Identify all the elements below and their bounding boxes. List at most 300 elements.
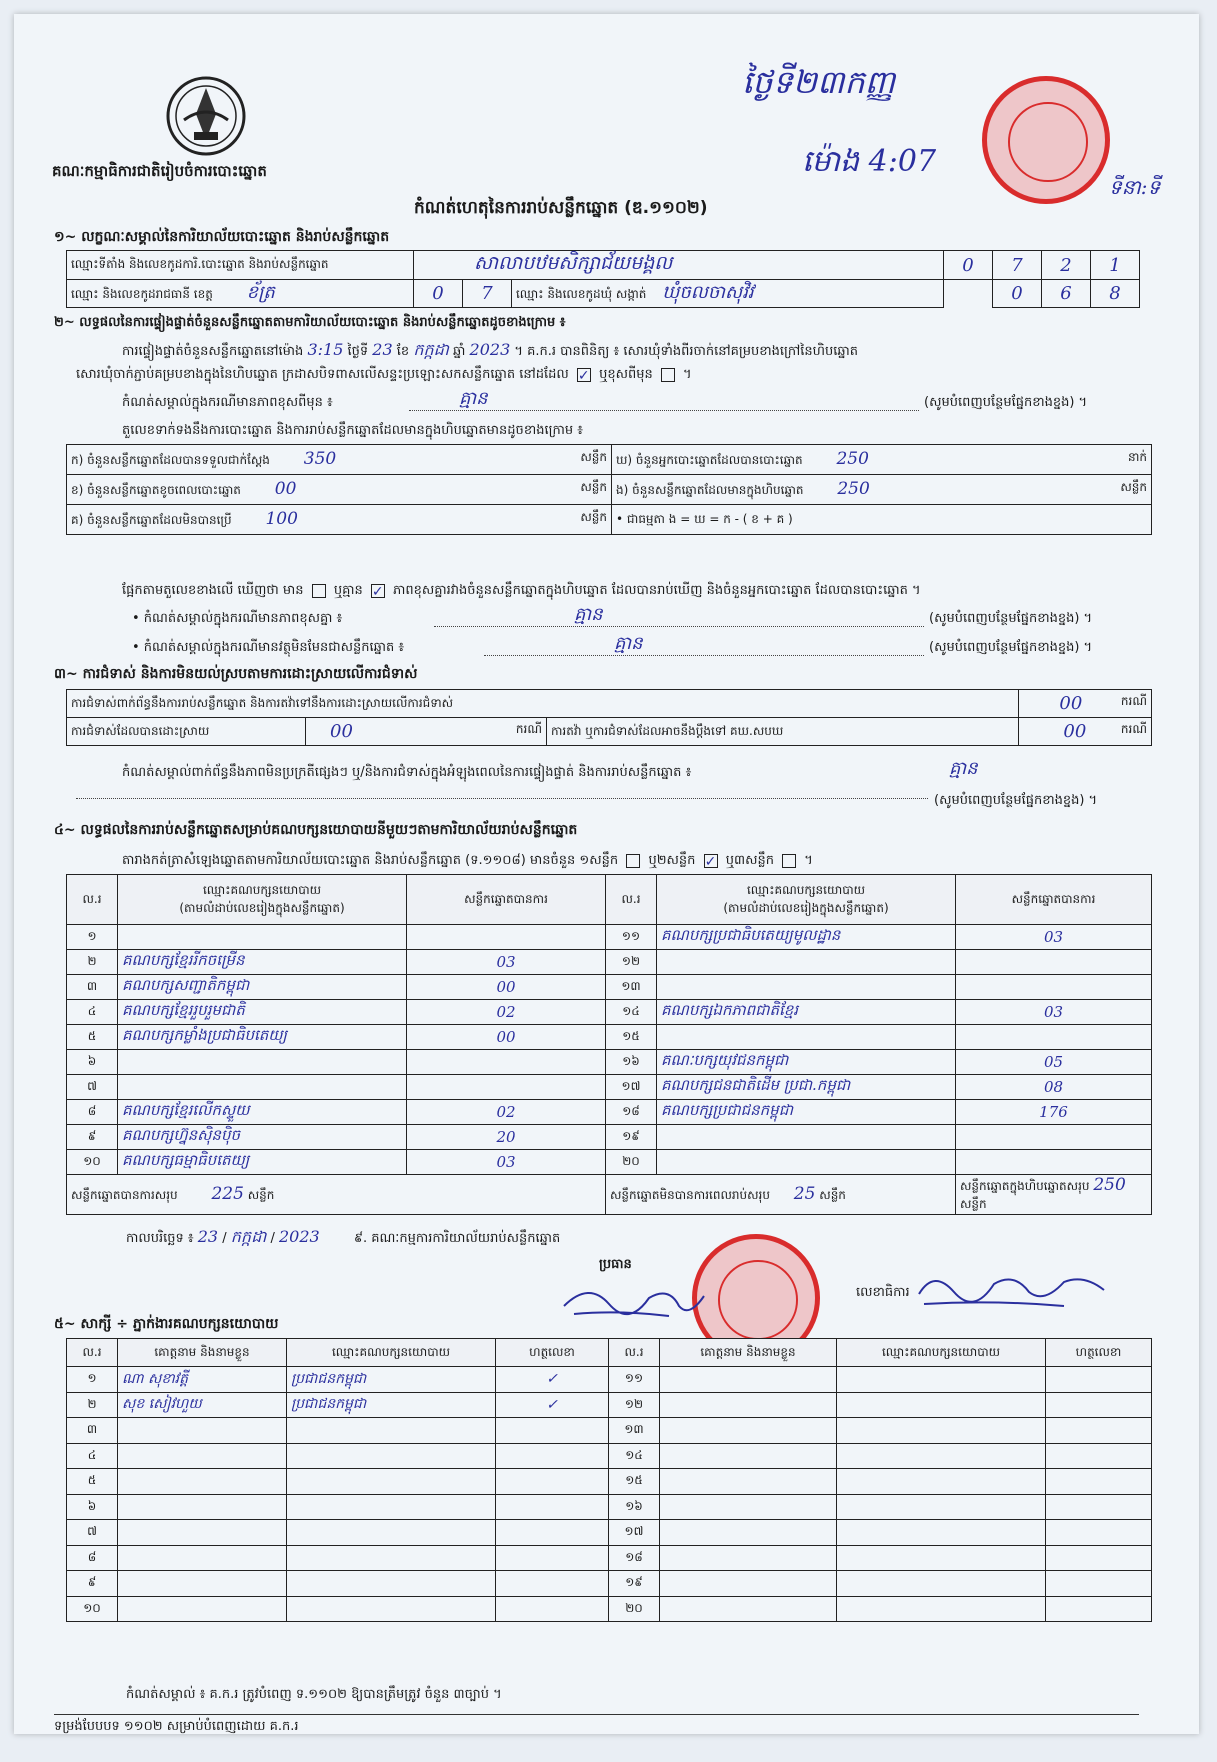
seal-text: សោរឃុំចាក់ភ្ជាប់គម្របខាងក្នុងនៃហិបឆ្នោត ក្រដាសបិទពាសលើសន្ទះប្រឡោះសកសន្លឹកឆ្នោត នៅដដែល	[76, 367, 569, 382]
section1-table	[66, 250, 1140, 308]
witness-name: ណា សុខាវត្តី	[118, 1367, 287, 1393]
witness-row	[67, 1469, 1152, 1495]
witness-signature	[1046, 1392, 1152, 1418]
verify-month-label: ខែ	[396, 344, 410, 359]
witness-name	[660, 1520, 837, 1546]
witness-no: ១០	[67, 1596, 118, 1622]
resolved-value-cell	[306, 718, 547, 746]
objection-total-number: 00	[1059, 693, 1083, 714]
location-code-2: 7	[993, 251, 1042, 280]
result-votes	[407, 1050, 606, 1075]
commune-code-2: 6	[1042, 280, 1091, 308]
location-code-1: 0	[944, 251, 993, 280]
tally-sheet-line: តារាងកត់ត្រាសំឡេងឆ្នោតតាមការិយាល័យបោះឆ្នោត និងរាប់សន្លឹកឆ្នោត (ទ.១១០៨) មានចំនួន ១សន្លឹក ឬ២សន្លឹក ✓ ឬ៣សន្លឹក ។	[122, 852, 813, 871]
verify-year: 2023	[469, 340, 511, 359]
spoiled-ballots-unit: សន្លឹក	[580, 480, 607, 494]
witness-signature	[1046, 1494, 1152, 1520]
witness-signature	[496, 1545, 609, 1571]
discrepancy-yes-checkbox[interactable]	[312, 584, 326, 598]
province-code-2: 7	[463, 280, 512, 308]
col-votes-right: សន្លឹកឆ្នោតបានការ	[956, 875, 1152, 925]
section2-heading: ២~ លទ្ធផលនៃការផ្ទៀងផ្ទាត់ចំនួនសន្លឹកឆ្នោតតាមការិយាល័យបោះឆ្នោត និងរាប់សន្លឹកឆ្នោតដូចខាងក្រោម ៖	[54, 315, 566, 330]
witness-name	[118, 1443, 287, 1469]
result-votes: 02	[407, 1100, 606, 1125]
bullet1-line	[434, 626, 924, 627]
witness-name	[118, 1418, 287, 1444]
total-valid-cell	[67, 1175, 606, 1215]
result-row	[67, 1075, 1152, 1100]
location-value: សាលាបឋមសិក្សាជ័យមង្គល	[414, 251, 944, 280]
received-signature: ទីនា:ទី	[1109, 175, 1161, 199]
result-no: ១២	[606, 950, 657, 975]
difference-note-label: កំណត់សម្គាល់ក្នុងករណីមានភាពខុសពីមុន ៖	[122, 395, 333, 410]
commune-label	[512, 280, 944, 308]
voters-unit: នាក់	[1127, 450, 1147, 464]
witness-no: ១	[67, 1367, 118, 1393]
witness-no: ៦	[67, 1494, 118, 1520]
total-box-unit: សន្លឹក	[960, 1197, 987, 1211]
result-votes: 03	[956, 1000, 1152, 1025]
location-label: ឈ្មោះទីតាំង និងលេខកូដការិ.បោះឆ្នោត និងរាប់សន្លឹកឆ្នោត	[67, 251, 414, 280]
witness-name	[118, 1494, 287, 1520]
witness-party	[837, 1494, 1046, 1520]
received-ballots-unit: សន្លឹក	[580, 450, 607, 464]
irregularity-line	[76, 798, 928, 799]
date-month: កក្កដា	[230, 1227, 267, 1246]
total-valid-label: សន្លឹកឆ្នោតបានការសរុប	[71, 1188, 178, 1202]
one-sheet-checkbox[interactable]	[626, 854, 640, 868]
seal-paragraph: សោរឃុំចាក់ភ្ជាប់គម្របខាងក្នុងនៃហិបឆ្នោត ក្រដាសបិទពាសលើសន្ទះប្រឡោះសកសន្លឹកឆ្នោត នៅដដែល ✓ ឬខុសពីមុន ។	[76, 366, 692, 385]
result-votes	[956, 1025, 1152, 1050]
result-votes	[407, 1075, 606, 1100]
witness-signature: ✓	[496, 1367, 609, 1393]
col-party-right	[657, 875, 956, 925]
witness-no: ២០	[609, 1596, 660, 1622]
received-annotation: ថ្ងៃទី២៣កញ្ញ	[742, 63, 896, 101]
discrepancy-line	[122, 582, 921, 601]
secretary-signature	[914, 1264, 1114, 1314]
witness-row	[67, 1392, 1152, 1418]
result-no: ២	[67, 950, 118, 975]
witness-no: ២	[67, 1392, 118, 1418]
result-votes: 20	[407, 1125, 606, 1150]
bullet2-value: គ្មាន	[614, 633, 643, 654]
ballots-in-box-value: 250	[837, 479, 870, 499]
bullet1-label: • កំណត់សម្គាល់ក្នុងករណីមានភាពខុសគ្នា ៖	[132, 611, 343, 626]
witness-no: ៧	[67, 1520, 118, 1546]
witness-party	[837, 1545, 1046, 1571]
witness-party	[837, 1443, 1046, 1469]
witness-party	[837, 1520, 1046, 1546]
results-table	[66, 874, 1152, 1215]
result-party	[657, 1125, 956, 1150]
witness-col-name-right: គោត្តនាម និងនាមខ្លួន	[660, 1339, 837, 1367]
result-no: ៦	[67, 1050, 118, 1075]
result-no: ១៨	[606, 1100, 657, 1125]
chair-label: ប្រធាន	[599, 1257, 632, 1272]
result-no: ១៩	[606, 1125, 657, 1150]
bullet1-value: គ្មាន	[574, 604, 603, 625]
witness-party	[287, 1494, 496, 1520]
col-party-left	[118, 875, 407, 925]
witness-party	[287, 1571, 496, 1597]
result-party	[118, 1075, 407, 1100]
witness-col-party-left: ឈ្មោះគណបក្សនយោបាយ	[287, 1339, 496, 1367]
result-party: គណបក្សឯកភាពជាតិខ្មែរ	[657, 1000, 956, 1025]
date-line: កាលបរិច្ឆេទ ៖ 23 / កក្កដា / 2023 ៩. គណៈកម្មការការិយាល័យរាប់សន្លឹកឆ្នោត	[126, 1227, 561, 1246]
appeal-label: ការតវ៉ា ឬការជំទាស់ដែលអាចនឹងប្តឹងទៅ គឃ.សបឃ	[547, 718, 1019, 746]
total-box-label: សន្លឹកឆ្នោតក្នុងហិបឆ្នោតសរុប	[960, 1179, 1090, 1193]
witness-no: ១៦	[609, 1494, 660, 1520]
footer-note: កំណត់សម្គាល់ ៖ គ.ក.រ ត្រូវបំពេញ ទ.១១០២ ឱ្យបានត្រឹមត្រូវ ចំនួន ៣ច្បាប់ ។	[126, 1687, 502, 1702]
witness-signature: ✓	[496, 1392, 609, 1418]
result-votes: 05	[956, 1050, 1152, 1075]
result-party	[657, 1025, 956, 1050]
witness-no: ១៩	[609, 1571, 660, 1597]
resolved-label: ការជំទាស់ដែលបានដោះស្រាយ	[67, 718, 306, 746]
witness-row	[67, 1571, 1152, 1597]
result-no: ១១	[606, 925, 657, 950]
witness-signature	[1046, 1520, 1152, 1546]
formula-cell: • ជាធម្មតា ង = ឃ = ក - ( ខ + គ )	[612, 505, 1152, 535]
date-year: 2023	[278, 1227, 320, 1246]
witness-no: ១១	[609, 1367, 660, 1393]
verify-day: 23	[372, 340, 393, 359]
witness-row	[67, 1545, 1152, 1571]
result-party: គណបក្សខ្មែររួបរួមជាតិ	[118, 1000, 407, 1025]
date-label: កាលបរិច្ឆេទ ៖	[126, 1231, 194, 1246]
result-row	[67, 1150, 1152, 1175]
col-party-left-title: ឈ្មោះគណបក្សនយោបាយ	[202, 882, 322, 897]
witness-party: ប្រជាជនកម្ពុជា	[287, 1392, 496, 1418]
objection-total-label: ការជំទាស់ពាក់ព័ន្ធនឹងការរាប់សន្លឹកឆ្នោត និងការតវ៉ាទៅនឹងការដោះស្រាយលើការជំទាស់	[67, 690, 1019, 718]
unused-ballots-value: 100	[265, 509, 298, 529]
witness-row	[67, 1494, 1152, 1520]
result-row	[67, 1000, 1152, 1025]
witness-no: ១៧	[609, 1520, 660, 1546]
result-row	[67, 1100, 1152, 1125]
result-row	[67, 925, 1152, 950]
witness-no: ១៣	[609, 1418, 660, 1444]
commune-code-spacer	[944, 280, 993, 308]
province-label-text: ឈ្មោះ និងលេខកូដរាជធានី ខេត្ត	[71, 287, 213, 301]
voters-value: 250	[836, 449, 869, 469]
witness-signature	[496, 1443, 609, 1469]
witness-name	[118, 1596, 287, 1622]
ballots-in-box-unit: សន្លឹក	[1120, 480, 1147, 494]
unused-ballots-cell	[67, 505, 612, 535]
commune-label-text: ឈ្មោះ និងលេខកូដឃុំ សង្កាត់	[516, 287, 647, 301]
result-row	[67, 1050, 1152, 1075]
witness-row	[67, 1367, 1152, 1393]
witness-no: ៥	[67, 1469, 118, 1495]
result-party: គណបក្សជនជាតិដើម ប្រជា.កម្ពុជា	[657, 1075, 956, 1100]
witness-signature	[1046, 1596, 1152, 1622]
spoiled-ballots-label: ខ) ចំនួនសន្លឹកឆ្នោតខូចពេលបោះឆ្នោត	[71, 483, 241, 497]
witness-no: ១៥	[609, 1469, 660, 1495]
commune-code-1: 0	[993, 280, 1042, 308]
witness-col-sign-right: ហត្ថលេខា	[1046, 1339, 1152, 1367]
total-box-cell	[956, 1175, 1152, 1215]
witness-no: ៨	[67, 1545, 118, 1571]
witness-signature	[1046, 1545, 1152, 1571]
witness-name	[660, 1418, 837, 1444]
unused-ballots-unit: សន្លឹក	[580, 510, 607, 524]
result-party	[657, 1150, 956, 1175]
witness-name	[660, 1392, 837, 1418]
damaged-label: ឬខុសពីមុន	[599, 367, 653, 382]
discrepancy-rest: ភាពខុសគ្នារវាងចំនួនសន្លឹកឆ្នោតក្នុងហិបឆ្នោត ដែលបានរាប់ឃើញ និងចំនួនអ្នកបោះឆ្នោត ដែលបានបោះឆ្នោត ។	[393, 583, 921, 598]
bullet2-line	[484, 655, 924, 656]
result-votes: 00	[407, 975, 606, 1000]
form-title: កំណត់ហេតុនៃការរាប់សន្លឹកឆ្នោត (ឌ.១១០២)	[414, 198, 708, 218]
result-row	[67, 975, 1152, 1000]
secretary-label: លេខាធិការ	[856, 1285, 910, 1300]
total-invalid-label: សន្លឹកឆ្នោតមិនបានការពេលរាប់សរុប	[610, 1188, 770, 1202]
witness-name	[660, 1596, 837, 1622]
result-no: ៩	[67, 1125, 118, 1150]
section1-heading: ១~ លក្ខណៈសម្គាល់នៃការិយាល័យបោះឆ្នោត និងរាប់សន្លឹកឆ្នោត	[54, 229, 390, 245]
witness-signature	[1046, 1418, 1152, 1444]
verify-time: 3:15	[307, 340, 344, 359]
witness-col-sign-left: ហត្ថលេខា	[496, 1339, 609, 1367]
two-sheets-label: ឬ២សន្លឹក	[648, 853, 696, 868]
witness-name	[118, 1571, 287, 1597]
received-ballots-value: 350	[303, 449, 337, 469]
fill-more-1: (សូមបំពេញបន្ថែមផ្នែកខាងខ្នង) ។	[924, 395, 1088, 410]
witness-party	[837, 1469, 1046, 1495]
official-stamp-top	[982, 76, 1110, 204]
witness-signature	[496, 1596, 609, 1622]
three-sheets-checkbox[interactable]	[782, 854, 796, 868]
witness-row	[67, 1596, 1152, 1622]
discrepancy-none-label: ឬគ្មាន	[333, 583, 363, 598]
result-party: គណបក្សកម្លាំងប្រជាធិបតេយ្យ	[118, 1025, 407, 1050]
resolved-value: 00	[330, 721, 353, 742]
result-votes: 176	[956, 1100, 1152, 1125]
received-ballots-label: ក) ចំនួនសន្លឹកឆ្នោតដែលបានទទួលជាក់ស្តែង	[71, 453, 270, 467]
witness-col-name-left: គោត្តនាម និងនាមខ្លួន	[118, 1339, 287, 1367]
witness-no: ៤	[67, 1443, 118, 1469]
witness-party	[287, 1418, 496, 1444]
result-votes: 02	[407, 1000, 606, 1025]
section4-heading: ៤~ លទ្ធផលនៃការរាប់សន្លឹកឆ្នោតសម្រាប់គណបក្សនយោបាយនីមួយៗតាមការិយាល័យរាប់សន្លឹកឆ្នោត	[54, 822, 578, 838]
witness-row	[67, 1443, 1152, 1469]
verify-text-end: ។ គ.ក.រ បានពិនិត្យ ៖ សោរឃុំទាំងពីរចាក់នៅគម្របខាងក្រៅនៃហិបឆ្នោត	[514, 344, 859, 359]
two-sheets-checkbox[interactable]	[704, 854, 718, 868]
witness-table	[66, 1338, 1152, 1622]
spoiled-ballots-value: 00	[274, 479, 297, 499]
result-no: ១៤	[606, 1000, 657, 1025]
witness-name	[660, 1571, 837, 1597]
total-valid-value: 225	[211, 1184, 244, 1204]
location-code-4: 1	[1091, 251, 1140, 280]
col-party-right-title: ឈ្មោះគណបក្សនយោបាយ	[746, 882, 866, 897]
witness-party	[287, 1443, 496, 1469]
location-code-3: 2	[1042, 251, 1091, 280]
witness-row	[67, 1418, 1152, 1444]
witness-name	[660, 1545, 837, 1571]
witness-party: ប្រជាជនកម្ពុជា	[287, 1367, 496, 1393]
three-sheets-label: ឬ៣សន្លឹក	[725, 853, 774, 868]
result-votes: 03	[956, 925, 1152, 950]
col-votes-left: សន្លឹកឆ្នោតបានការ	[407, 875, 606, 925]
appeal-unit: ករណី	[1120, 722, 1147, 736]
difference-note-line	[409, 410, 919, 411]
witness-name	[660, 1469, 837, 1495]
witness-party	[287, 1545, 496, 1571]
witness-name	[118, 1545, 287, 1571]
fill-more-3: (សូមបំពេញបន្ថែមផ្នែកខាងខ្នង) ។	[929, 640, 1093, 655]
result-votes: 03	[407, 950, 606, 975]
verify-day-label: ថ្ងៃទី	[347, 344, 369, 359]
figures-intro: តួលេខទាក់ទងនឹងការបោះឆ្នោត និងការរាប់សន្លឹកឆ្នោតដែលមានក្នុងហិបឆ្នោតមានដូចខាងក្រោម ៖	[122, 423, 583, 438]
result-party	[118, 925, 407, 950]
witness-party	[837, 1418, 1046, 1444]
objection-total-value	[1019, 690, 1152, 718]
col-no-left: ល.រ	[67, 875, 118, 925]
witness-signature	[1046, 1469, 1152, 1495]
result-party	[657, 975, 956, 1000]
result-party: គណបក្សប្រជាធិបតេយ្យមូលដ្ឋាន	[657, 925, 956, 950]
witness-no: ១២	[609, 1392, 660, 1418]
witness-col-no-right: ល.រ	[609, 1339, 660, 1367]
result-no: ១៧	[606, 1075, 657, 1100]
total-invalid-value: 25	[793, 1184, 816, 1204]
section3-table	[66, 689, 1152, 746]
witness-signature	[1046, 1571, 1152, 1597]
resolved-unit: ករណី	[515, 722, 542, 736]
witness-party	[837, 1392, 1046, 1418]
result-no: ១	[67, 925, 118, 950]
verify-month: កក្កដា	[413, 340, 449, 359]
result-party: គណបក្សហ្វ៊ុនស៊ិនប៉ិច	[118, 1125, 407, 1150]
result-votes	[956, 1125, 1152, 1150]
result-no: ២០	[606, 1150, 657, 1175]
result-party: គណៈបក្សយុវជនកម្ពុជា	[657, 1050, 956, 1075]
witness-signature	[496, 1571, 609, 1597]
province-value: ខ័ត្រ	[246, 282, 275, 303]
witness-party	[837, 1596, 1046, 1622]
bullet2-label: • កំណត់សម្គាល់ក្នុងករណីមានវត្ថុមិនមែនជាសន្លឹកឆ្នោត ៖	[132, 640, 405, 655]
result-no: ៣	[67, 975, 118, 1000]
col-party-left-sub: (តាមលំដាប់លេខរៀងក្នុងសន្លឹកឆ្នោត)	[179, 900, 345, 915]
difference-note-value: គ្មាន	[459, 388, 488, 409]
province-label	[67, 280, 414, 308]
witness-no: ៩	[67, 1571, 118, 1597]
result-votes: 00	[407, 1025, 606, 1050]
total-box-value: 250	[1093, 1175, 1126, 1195]
section3-heading: ៣~ ការជំទាស់ និងការមិនយល់ស្របតាមការដោះស្រាយលើការជំទាស់	[54, 666, 418, 682]
result-no: ៨	[67, 1100, 118, 1125]
witness-no: ១៤	[609, 1443, 660, 1469]
document-page	[14, 14, 1199, 1734]
witness-signature	[496, 1469, 609, 1495]
discrepancy-no-checkbox[interactable]	[371, 584, 385, 598]
total-invalid-cell	[606, 1175, 956, 1215]
figures-table	[66, 444, 1152, 535]
witness-col-party-right: ឈ្មោះគណបក្សនយោបាយ	[837, 1339, 1046, 1367]
ballots-in-box-cell	[612, 475, 1152, 505]
result-no: ១៣	[606, 975, 657, 1000]
result-party: គណបក្សធម្មាធិបតេយ្យ	[118, 1150, 407, 1175]
appeal-value: 00	[1063, 721, 1087, 742]
irregularity-note-value: គ្មាន	[949, 758, 978, 779]
witness-party	[837, 1367, 1046, 1393]
witness-name	[118, 1469, 287, 1495]
result-party: គណបក្សប្រជាជនកម្ពុជា	[657, 1100, 956, 1125]
witness-party	[837, 1571, 1046, 1597]
witness-name	[660, 1494, 837, 1520]
result-votes	[407, 925, 606, 950]
col-no-right: ល.រ	[606, 875, 657, 925]
voters-cell	[612, 445, 1152, 475]
witness-name	[660, 1443, 837, 1469]
footer-form-code: ទម្រង់បែបបទ ១១០២ សម្រាប់បំពេញដោយ គ.ក.រ	[54, 1719, 299, 1734]
result-no: ១០	[67, 1150, 118, 1175]
result-no: ១៦	[606, 1050, 657, 1075]
date-day: 23	[197, 1227, 219, 1246]
witness-name: សុខ សៀវហួយ	[118, 1392, 287, 1418]
verification-paragraph	[122, 339, 1152, 363]
result-no: ៥	[67, 1025, 118, 1050]
spoiled-ballots-cell	[67, 475, 612, 505]
committee-label: ៩. គណៈកម្មការការិយាល័យរាប់សន្លឹកឆ្នោត	[353, 1231, 561, 1246]
verify-time-label: ការផ្ទៀងផ្ទាត់ចំនួនសន្លឹកឆ្នោតនៅម៉ោង	[122, 344, 304, 359]
result-no: ១៥	[606, 1025, 657, 1050]
witness-no: ១៨	[609, 1545, 660, 1571]
result-votes: 03	[407, 1150, 606, 1175]
total-valid-unit: សន្លឹក	[247, 1188, 275, 1202]
intact-checkbox[interactable]	[577, 368, 591, 382]
discrepancy-has-label: ផ្អែកតាមតួលេខខាងលើ ឃើញថា មាន	[122, 583, 304, 598]
tally-sheet-intro: តារាងកត់ត្រាសំឡេងឆ្នោតតាមការិយាល័យបោះឆ្នោត និងរាប់សន្លឹកឆ្នោត (ទ.១១០៨) មានចំនួន ១សន្លឹក	[122, 853, 619, 868]
witness-signature	[1046, 1367, 1152, 1393]
verify-year-label: ឆ្នាំ	[453, 344, 466, 359]
committee-name: គណៈកម្មាធិការជាតិរៀបចំការបោះឆ្នោត	[52, 162, 267, 180]
result-votes: 08	[956, 1075, 1152, 1100]
witness-signature	[496, 1520, 609, 1546]
witness-no: ៣	[67, 1418, 118, 1444]
damaged-checkbox[interactable]	[661, 368, 675, 382]
result-row	[67, 1025, 1152, 1050]
witness-signature	[1046, 1443, 1152, 1469]
voters-label: ឃ) ចំនួនអ្នកបោះឆ្នោតដែលបានបោះឆ្នោត	[616, 453, 803, 467]
unused-ballots-label: គ) ចំនួនសន្លឹកឆ្នោតដែលមិនបានប្រើ	[71, 513, 232, 527]
province-code-1: 0	[414, 280, 463, 308]
witness-party	[287, 1520, 496, 1546]
witness-name	[118, 1520, 287, 1546]
irregularity-note-label: កំណត់សម្គាល់ពាក់ព័ន្ធនឹងភាពមិនប្រក្រតីផ្សេងៗ ឬ/និងការជំទាស់ក្នុងអំឡុងពេលនៃការផ្ទៀងផ្ទាត់ និងការរាប់សន្លឹកឆ្នោត ៖	[122, 765, 692, 780]
witness-col-no-left: ល.រ	[67, 1339, 118, 1367]
witness-party	[287, 1469, 496, 1495]
witness-name	[660, 1367, 837, 1393]
received-time: ម៉ោង 4:07	[802, 144, 937, 179]
commune-value: ឃុំចលចាសុវិវ	[662, 282, 754, 303]
fill-more-4: (សូមបំពេញបន្ថែមផ្នែកខាងខ្នង) ។	[934, 793, 1098, 808]
result-party: គណបក្សខ្មែររីកចម្រើន	[118, 950, 407, 975]
fill-more-2: (សូមបំពេញបន្ថែមផ្នែកខាងខ្នង) ។	[929, 611, 1093, 626]
objection-total-unit: ករណី	[1120, 694, 1147, 708]
witness-party	[287, 1596, 496, 1622]
result-votes	[956, 950, 1152, 975]
section5-heading: ៥~ សាក្សី ÷ ភ្នាក់ងារគណបក្សនយោបាយ	[54, 1316, 279, 1332]
result-votes	[956, 1150, 1152, 1175]
witness-signature	[496, 1418, 609, 1444]
chair-signature	[559, 1276, 709, 1326]
witness-row	[67, 1520, 1152, 1546]
result-party: គណបក្សសញ្ជាតិកម្ពុជា	[118, 975, 407, 1000]
